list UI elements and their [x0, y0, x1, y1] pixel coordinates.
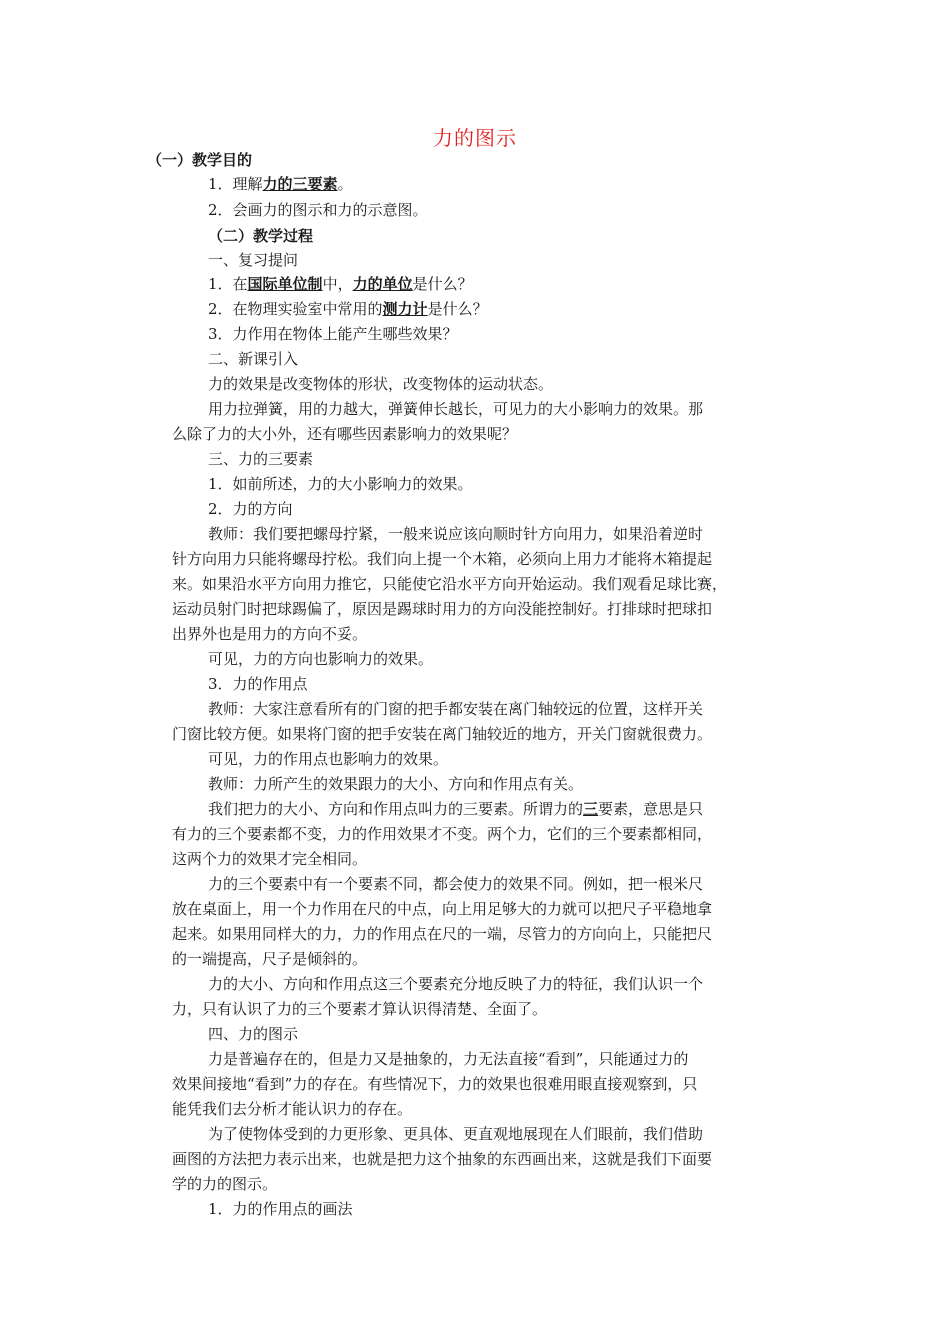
text-segment: 1．在: [208, 275, 248, 293]
text-segment: 中，: [322, 275, 353, 293]
text-segment: 用力拉弹簧，用的力越大，弹簧伸长越长，可见力的大小影响力的效果。那: [208, 400, 704, 418]
underlined-term: 三: [583, 800, 599, 818]
text-segment: 要素，意思是只: [598, 800, 704, 818]
text-segment: 1．理解: [208, 175, 263, 193]
text-line: [208, 274, 818, 294]
text-line: [208, 1049, 818, 1069]
text-line: [172, 924, 782, 944]
text-line: [208, 874, 818, 894]
text-segment: 起来。如果用同样大的力，力的作用点在尺的一端，尽管力的方向向上，只能把尺: [172, 925, 713, 943]
text-segment: 可见，力的方向也影响力的效果。: [208, 650, 434, 668]
text-segment: 三、力的三要素: [208, 450, 314, 468]
text-segment: 是什么？: [412, 275, 473, 293]
text-segment: 力的三个要素中有一个要素不同，都会使力的效果不同。例如，把一根米尺: [208, 875, 704, 893]
text-segment: 。: [337, 175, 353, 193]
text-segment: 教师：我们要把螺母拧紧，一般来说应该向顺时针方向用力，如果沿着逆时: [208, 525, 704, 543]
text-segment: 针方向用力只能将螺母拧松。我们向上提一个木箱，必须向上用力才能将木箱提起: [172, 550, 713, 568]
document-title: 力的图示: [433, 126, 517, 150]
text-segment: 为了使物体受到的力更形象、更具体、更直观地展现在人们眼前，我们借助: [208, 1125, 704, 1143]
text-line: [208, 374, 818, 394]
text-segment: 有力的三个要素都不变，力的作用效果才不变。两个力，它们的三个要素都相同，: [172, 825, 713, 843]
text-segment: 力是普遍存在的，但是力又是抽象的，力无法直接“看到”，只能通过力的: [208, 1050, 689, 1068]
text-line: [147, 150, 757, 170]
text-line: [208, 1024, 818, 1044]
text-line: [172, 424, 782, 444]
text-line: [172, 574, 782, 594]
text-segment: 运动员射门时把球踢偏了，原因是踢球时用力的方向没能控制好。打排球时把球扣: [172, 600, 713, 618]
text-segment: 可见，力的作用点也影响力的效果。: [208, 750, 449, 768]
text-line: [208, 674, 818, 694]
text-line: [208, 474, 818, 494]
text-line: [172, 549, 782, 569]
text-line: [208, 649, 818, 669]
text-line: [172, 1074, 782, 1094]
text-line: [208, 799, 818, 819]
text-line: [208, 974, 818, 994]
text-line: [172, 1149, 782, 1169]
text-line: [172, 949, 782, 969]
underlined-term: 测力计: [382, 300, 428, 318]
text-segment: 力，只有认识了力的三个要素才算认识得清楚、全面了。: [172, 1000, 548, 1018]
underlined-term: 国际单位制: [247, 275, 323, 293]
text-line: [172, 724, 782, 744]
text-line: [172, 849, 782, 869]
section-heading: （一）教学目的: [147, 151, 253, 169]
text-segment: 出界外也是用力的方向不妥。: [172, 625, 368, 643]
text-segment: 3．力作用在物体上能产生哪些效果？: [208, 325, 458, 343]
text-segment: 是什么？: [427, 300, 488, 318]
text-line: [208, 499, 818, 519]
text-segment: 放在桌面上，用一个力作用在尺的中点，向上用足够大的力就可以把尺子平稳地拿: [172, 900, 713, 918]
underlined-term: 力的单位: [352, 275, 413, 293]
text-line: [172, 624, 782, 644]
text-segment: 1．力的作用点的画法: [208, 1200, 353, 1218]
text-line: [208, 449, 818, 469]
text-line: [208, 226, 818, 246]
text-line: [208, 200, 818, 220]
text-segment: 效果间接地“看到”力的存在。有些情况下，力的效果也很难用眼直接观察到，只: [172, 1075, 698, 1093]
text-segment: 来。如果沿水平方向用力推它，只能使它沿水平方向开始运动。我们观看足球比赛，: [172, 575, 728, 593]
text-line: [208, 324, 818, 344]
section-heading: （二）教学过程: [208, 227, 314, 245]
text-line: [208, 299, 818, 319]
text-segment: 2．力的方向: [208, 500, 293, 518]
text-line: [172, 899, 782, 919]
text-line: [208, 399, 818, 419]
text-line: [172, 599, 782, 619]
text-segment: 学的力的图示。: [172, 1175, 278, 1193]
text-line: [172, 824, 782, 844]
text-segment: 3．力的作用点: [208, 675, 308, 693]
text-segment: 我们把力的大小、方向和作用点叫力的三要素。所谓力的: [208, 800, 584, 818]
text-segment: 二、新课引入: [208, 350, 299, 368]
text-segment: 的一端提高，尺子是倾斜的。: [172, 950, 368, 968]
text-line: [208, 699, 818, 719]
text-segment: 四、力的图示: [208, 1025, 299, 1043]
text-segment: 2．会画力的图示和力的示意图。: [208, 201, 428, 219]
text-segment: 力的效果是改变物体的形状，改变物体的运动状态。: [208, 375, 554, 393]
text-line: [208, 524, 818, 544]
text-line: [208, 774, 818, 794]
text-line: [172, 999, 782, 1019]
text-segment: 门窗比较方便。如果将门窗的把手安装在离门轴较近的地方，开关门窗就很费力。: [172, 725, 713, 743]
text-segment: 画图的方法把力表示出来，也就是把力这个抽象的东西画出来，这就是我们下面要: [172, 1150, 713, 1168]
text-segment: 这两个力的效果才完全相同。: [172, 850, 368, 868]
text-segment: 一、复习提问: [208, 251, 299, 269]
text-line: [208, 749, 818, 769]
text-segment: 么除了力的大小外，还有哪些因素影响力的效果呢？: [172, 425, 518, 443]
text-segment: 力的大小、方向和作用点这三个要素充分地反映了力的特征，我们认识一个: [208, 975, 704, 993]
text-segment: 教师：大家注意看所有的门窗的把手都安装在离门轴较远的位置，这样开关: [208, 700, 704, 718]
text-segment: 2．在物理实验室中常用的: [208, 300, 383, 318]
text-line: [208, 250, 818, 270]
text-line: [172, 1174, 782, 1194]
text-segment: 教师：力所产生的效果跟力的大小、方向和作用点有关。: [208, 775, 584, 793]
text-line: [208, 1124, 818, 1144]
text-line: [208, 1199, 818, 1219]
text-segment: 能凭我们去分析才能认识力的存在。: [172, 1100, 413, 1118]
text-segment: 1．如前所述，力的大小影响力的效果。: [208, 475, 473, 493]
text-line: [208, 174, 818, 194]
text-line: [172, 1099, 782, 1119]
underlined-term: 力的三要素: [262, 175, 338, 193]
text-line: [208, 349, 818, 369]
